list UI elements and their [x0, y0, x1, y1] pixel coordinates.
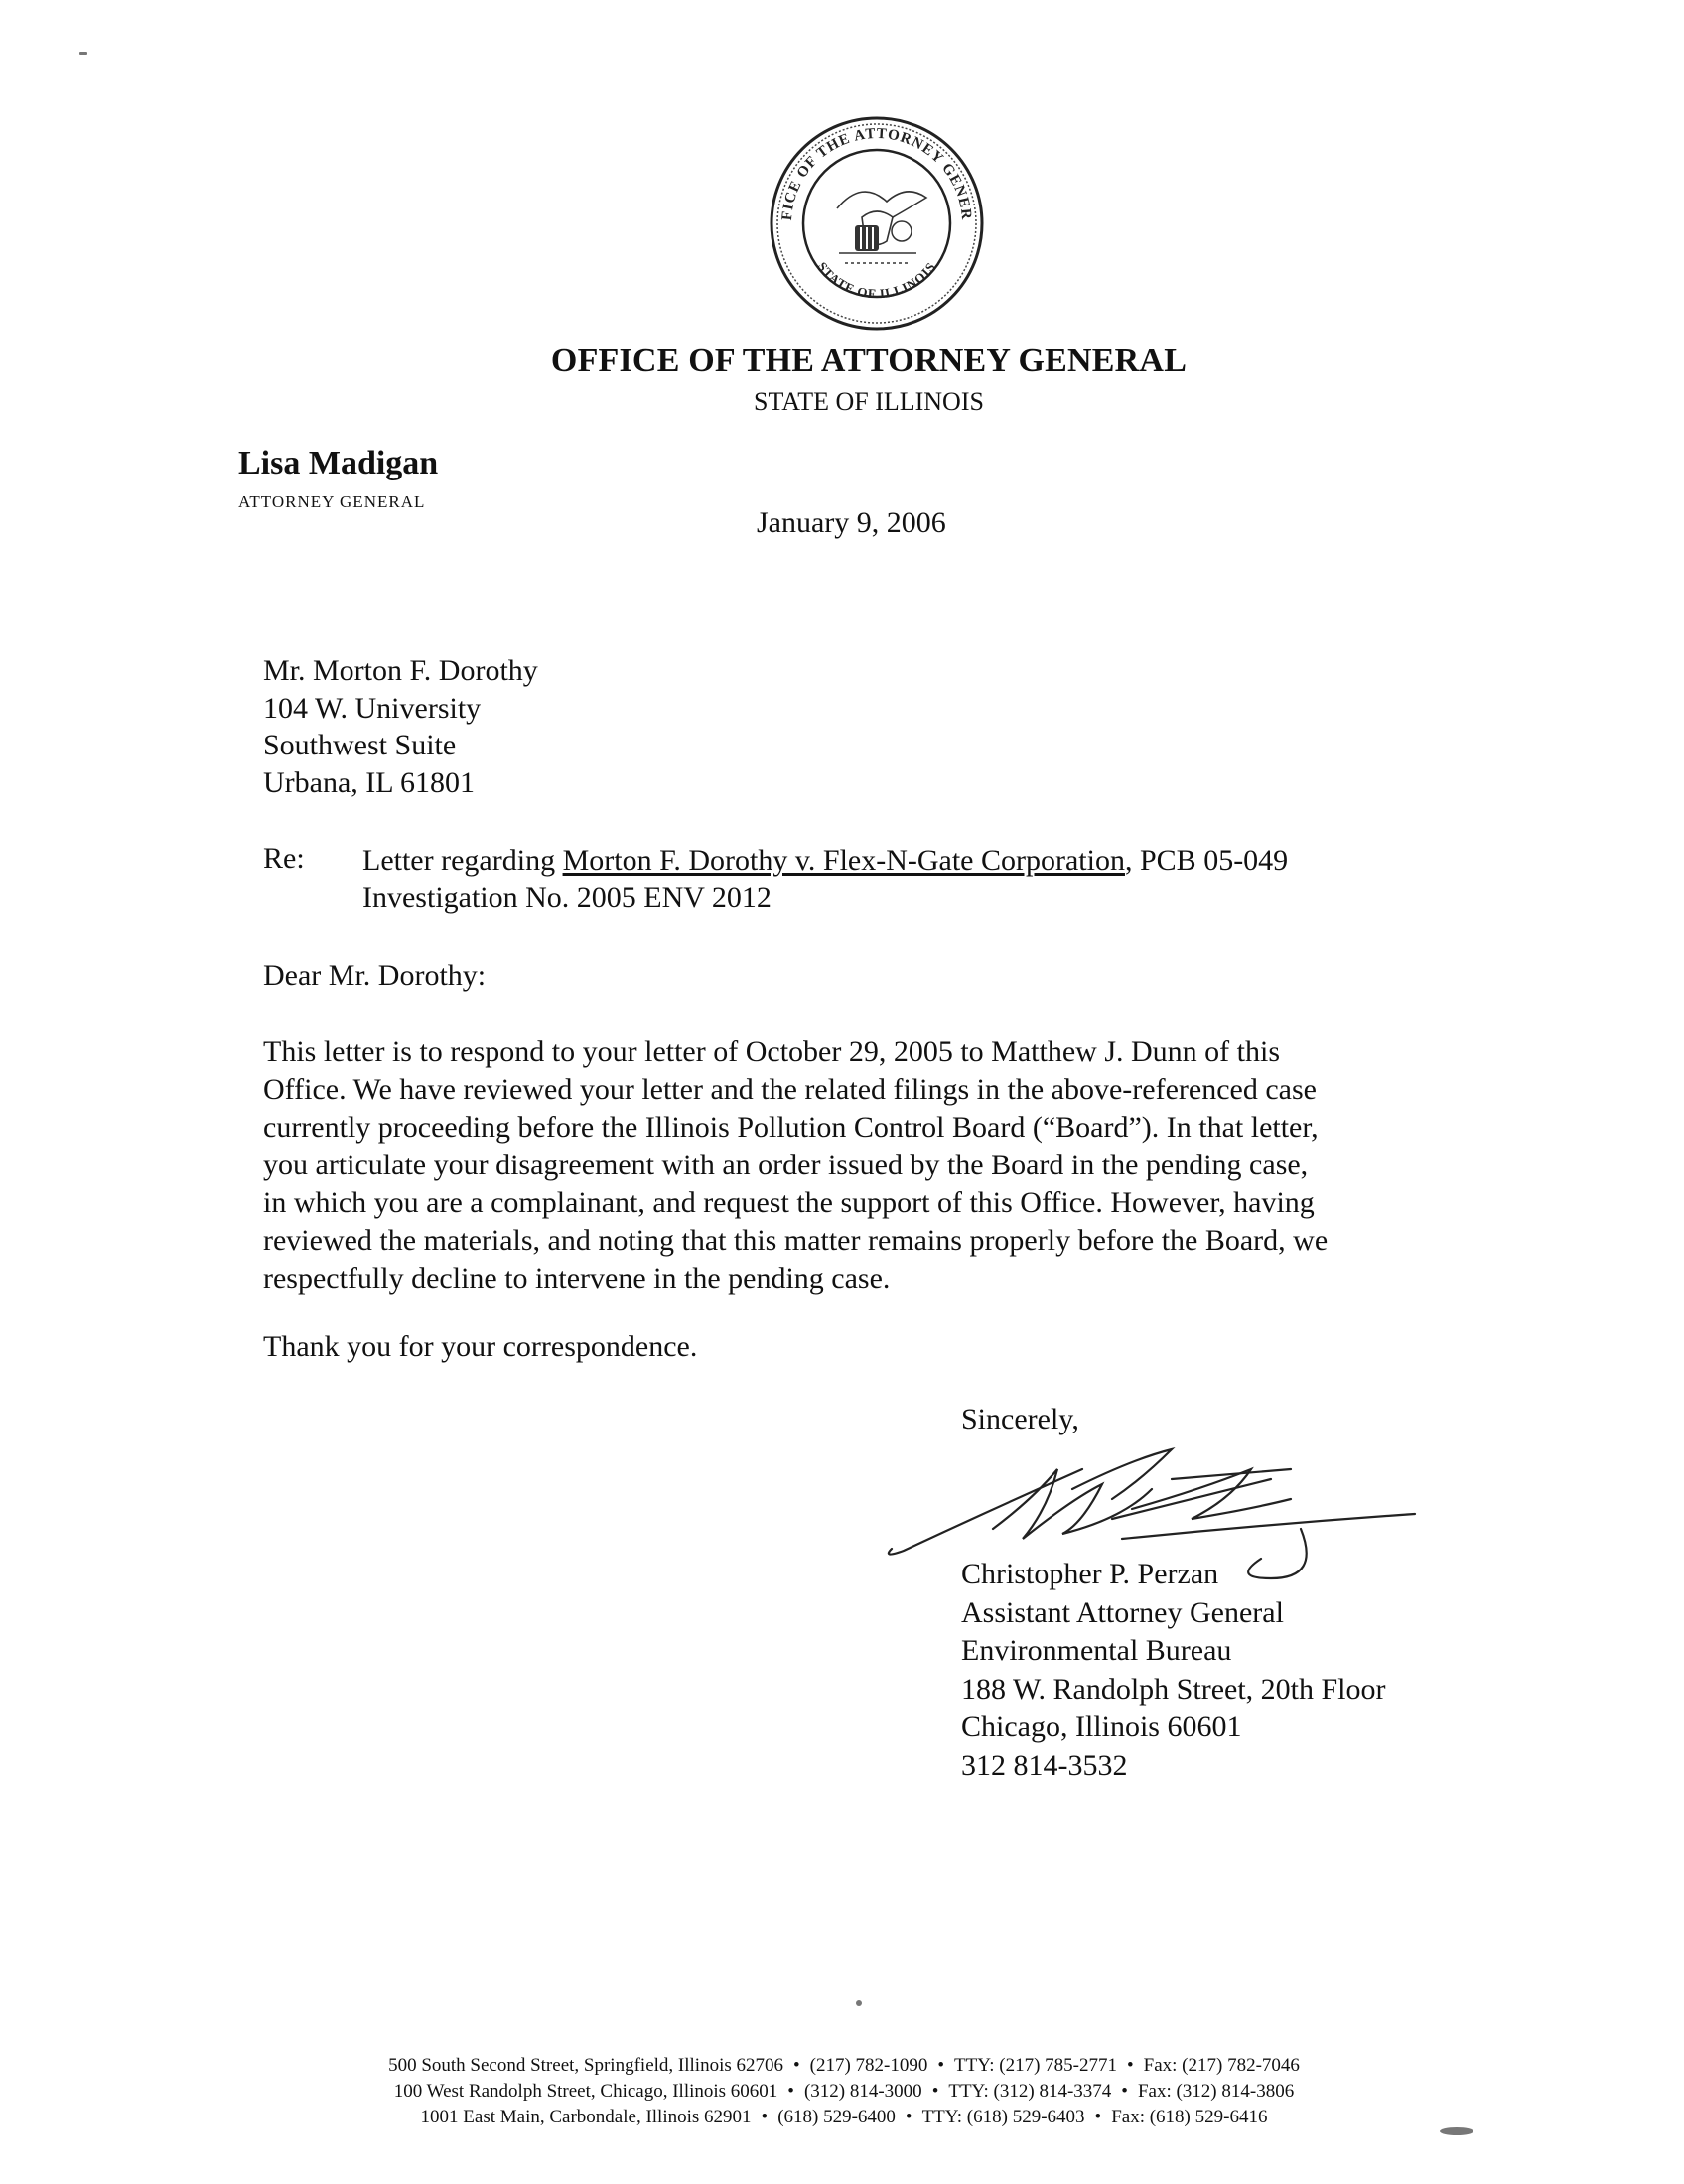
body-paragraph: [263, 1033, 1474, 1297]
footer-phone: (217) 782-1090: [809, 2055, 928, 2076]
scan-speck: [856, 2000, 862, 2006]
attorney-general-title: ATTORNEY GENERAL: [238, 492, 426, 511]
footer-fax: Fax: (618) 529-6416: [1111, 2107, 1268, 2127]
footer-phone: (618) 529-6400: [777, 2107, 896, 2127]
body-line: This letter is to respond to your letter of October 29, 2005 to Matthew J. Dunn of this: [263, 1035, 1280, 1068]
body-line: Office. We have reviewed your letter and the related filings in the above-referenced case: [263, 1073, 1317, 1106]
bullet-separator: •: [1121, 2081, 1128, 2102]
footer-tty: TTY: (618) 529-6403: [921, 2107, 1085, 2127]
recipient-line: Urbana, IL 61801: [263, 765, 475, 799]
footer-office-line: [238, 2079, 1450, 2105]
body-line: you articulate your disagreement with an order issued by the Board in the pending case,: [263, 1149, 1309, 1181]
seal-bottom-text: STATE OF ILLINOIS: [814, 259, 939, 302]
scan-speck: [1440, 2127, 1474, 2135]
re-case-line: [362, 842, 1288, 880]
office-title: OFFICE OF THE ATTORNEY GENERAL: [550, 342, 1188, 379]
footer-tty: TTY: (217) 785-2771: [954, 2055, 1117, 2076]
thanks-line: Thank you for your correspondence.: [263, 1330, 698, 1363]
footer-fax: Fax: (312) 814-3806: [1137, 2081, 1295, 2102]
footer-address: 1001 East Main, Carbondale, Illinois 62901: [420, 2107, 752, 2127]
bullet-separator: •: [787, 2081, 794, 2102]
closing: Sincerely,: [961, 1403, 1079, 1435]
footer-offices: [238, 2053, 1450, 2130]
bullet-separator: •: [1127, 2055, 1134, 2076]
footer-office-line: [238, 2053, 1450, 2079]
body-line: in which you are a complainant, and request the support of this Office. However, having: [263, 1186, 1315, 1219]
signer-city: Chicago, Illinois 60601: [961, 1710, 1242, 1743]
footer-address: 500 South Second Street, Springfield, Illinois 62706: [388, 2055, 783, 2076]
recipient-line: 104 W. University: [263, 691, 482, 725]
illinois-seal-icon: [768, 114, 986, 333]
bullet-separator: •: [937, 2055, 945, 2076]
footer-office-line: [238, 2105, 1450, 2130]
recipient-line: Mr. Morton F. Dorothy: [263, 654, 538, 687]
signer-name: Christopher P. Perzan: [961, 1558, 1219, 1590]
footer-tty: TTY: (312) 814-3374: [948, 2081, 1112, 2102]
svg-text:OFFICE OF THE ATTORNEY GENERAL: [768, 114, 974, 221]
signer-phone: 312 814-3532: [961, 1748, 1128, 1782]
recipient-line: Southwest Suite: [263, 729, 457, 761]
signer-title: Assistant Attorney General: [961, 1595, 1284, 1629]
recipient-address: [263, 652, 538, 801]
re-investigation: Investigation No. 2005 ENV 2012: [362, 882, 772, 914]
letter-date: January 9, 2006: [757, 506, 946, 539]
footer-fax: Fax: (217) 782-7046: [1143, 2055, 1300, 2076]
body-line: currently proceeding before the Illinois Pollution Control Board (“Board”). In that letter,: [263, 1111, 1319, 1144]
re-case-name: Morton F. Dorothy v. Flex-N-Gate Corporation: [562, 844, 1125, 877]
attorney-general-name: Lisa Madigan: [238, 445, 439, 481]
seal-outer-text: FICE OF THE ATTORNEY GENER: [778, 125, 975, 221]
bullet-separator: •: [761, 2107, 769, 2127]
body-line: reviewed the materials, and noting that this matter remains properly before the Board, we: [263, 1224, 1329, 1257]
re-prefix: Letter regarding: [362, 844, 563, 877]
svg-text:STATE OF ILLINOIS: [815, 259, 939, 301]
bullet-separator: •: [1094, 2107, 1102, 2127]
footer-phone: (312) 814-3000: [803, 2081, 922, 2102]
bullet-separator: •: [905, 2107, 912, 2127]
re-case-suffix: , PCB 05-049: [1124, 844, 1289, 877]
re-body: [362, 842, 1288, 917]
body-line: respectfully decline to intervene in the pending case.: [263, 1262, 891, 1295]
bullet-separator: •: [793, 2055, 800, 2076]
scan-speck: [79, 52, 87, 55]
footer-address: 100 West Randolph Street, Chicago, Illinois 60601: [393, 2081, 778, 2102]
bullet-separator: •: [931, 2081, 939, 2102]
office-subtitle: STATE OF ILLINOIS: [754, 387, 984, 416]
signer-street: 188 W. Randolph Street, 20th Floor: [961, 1672, 1386, 1706]
signer-bureau: Environmental Bureau: [961, 1634, 1232, 1667]
salutation: Dear Mr. Dorothy:: [263, 959, 487, 992]
re-label: Re:: [263, 842, 305, 875]
attorney-general-seal: [768, 114, 986, 333]
signature-block: [961, 1556, 1386, 1785]
